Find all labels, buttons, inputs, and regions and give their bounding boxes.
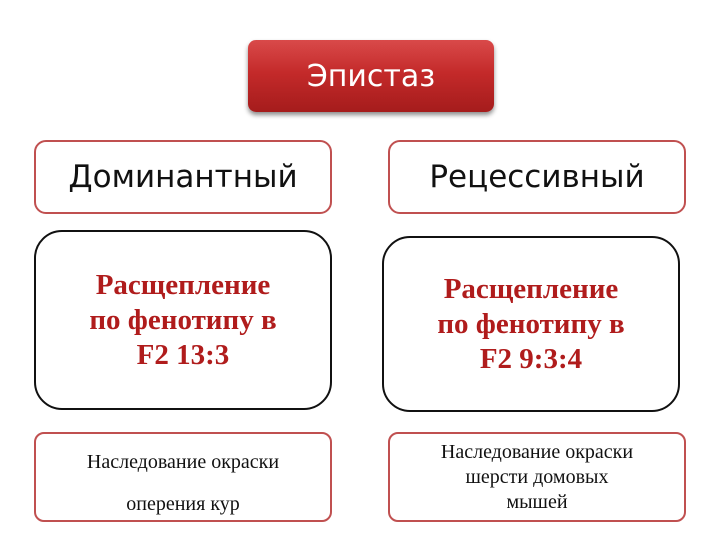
recessive-ratio-line-2: по фенотипу в: [437, 307, 625, 340]
dominant-ratio-line-2: по фенотипу в: [89, 303, 277, 336]
recessive-type-label: Рецессивный: [429, 159, 645, 195]
recessive-ratio-box: [382, 236, 680, 412]
recessive-example-line-2: шерсти домовых: [465, 465, 609, 488]
recessive-ratio-text: [437, 272, 624, 377]
dominant-ratio-line-1: Расщепление: [95, 268, 271, 301]
recessive-type-box: [388, 140, 686, 214]
recessive-example-box: [388, 432, 686, 522]
epistasis-title: Эпистаз: [306, 58, 436, 94]
dominant-example-box: [34, 432, 332, 522]
dominant-type-label: Доминантный: [68, 159, 298, 195]
dominant-example-line-1: Наследование окраски: [86, 451, 280, 473]
recessive-example-line-3: мышей: [506, 490, 568, 513]
dominant-example-line-2: оперения кур: [126, 493, 240, 515]
epistasis-title-box: [248, 40, 494, 112]
dominant-ratio-text: [89, 268, 276, 373]
dominant-ratio-line-3: F2 13:3: [136, 338, 230, 371]
dominant-ratio-box: [34, 230, 332, 410]
recessive-example-line-1: Наследование окраски: [440, 440, 634, 463]
recessive-ratio-line-1: Расщепление: [443, 272, 619, 305]
recessive-ratio-line-3: F2 9:3:4: [479, 342, 583, 375]
dominant-type-box: [34, 140, 332, 214]
